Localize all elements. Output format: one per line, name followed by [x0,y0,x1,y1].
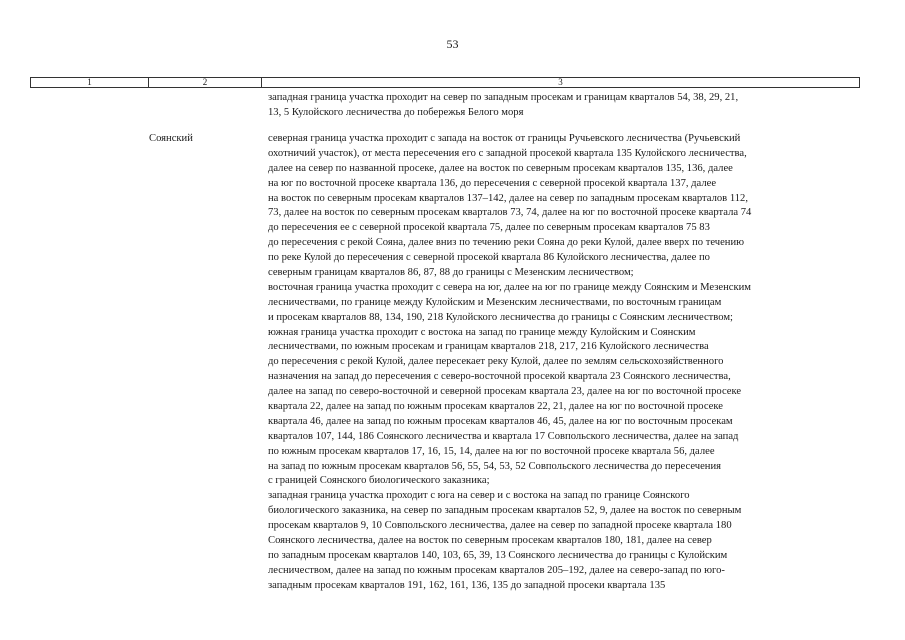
text-line: биологического заказника, на север по западным просекам кварталов 52, 9, далее на восток по северным [268,505,742,517]
text-line: восточная граница участка проходит с севера на юг, далее на юг по границе между Соянским и Мезенским [268,281,752,293]
page-number: 53 [446,37,459,51]
text-line: охотничий участок), от места пересечения его с западной просекой квартала 135 Кулойского лесничества, [268,147,747,159]
text-line: по западным просекам кварталов 140, 103, 65, 39, 13 Соянского лесничества до границы с Кулойским [268,549,728,561]
column-header-2: 2 [149,78,262,87]
text-line: лесничествами, по границе между Кулойским и Мезенским лесничествами, по восточным границам [268,296,722,308]
text-line: далее на запад по северо-восточной и северной просекам квартала 23, далее на юг по восточной просеке [268,386,742,398]
text-line: западная граница участка проходит с юга на север и с востока на запад по границе Соянского [268,490,690,502]
text-line: по южным просекам кварталов 17, 16, 15, 14, далее на юг по восточной просеке квартала 56, далее [268,445,715,457]
text-line: северным границам кварталов 86, 87, 88 до границы с Мезенским лесничеством; [268,267,634,279]
text-line: до пересечения с рекой Кулой, далее пересекает реку Кулой, далее по землям сельскохозяйственного [268,356,724,368]
text-line: южная граница участка проходит с востока на запад по границе между Кулойским и Соянским [268,326,696,338]
column-header-3: 3 [558,77,563,87]
text-line: северная граница участка проходит с запада на восток от границы Ручьевского лесничества (Ручьевский [268,133,741,144]
text-line: просекам кварталов 9, 10 Совпольского лесничества, далее на север по западной просеке квартала 180 [268,520,732,532]
text-line: квартала 46, далее на запад по южным просекам кварталов 46, 45, далее на юг по восточным просекам [268,415,733,427]
text-line: 13, 5 Кулойского лесничества до побережья Белого моря [268,106,524,118]
continuation-text [268,91,860,121]
text-line: лесничествами, по южным просекам и границам кварталов 218, 217, 216 Кулойского лесничества [268,341,709,353]
text-line: на запад по южным просекам кварталов 56, 55, 54, 53, 52 Совпольского лесничества до пересечения [268,460,722,472]
text-line: далее на север по названной просеке, далее на восток по северным просекам кварталов 135, 136, далее [268,162,733,174]
boundary-description [268,132,860,594]
row-label: Соянский [149,133,193,144]
column-header-1: 1 [31,78,149,87]
text-line: Соянского лесничества, далее на восток по северным просекам кварталов 180, 181, далее на север [268,535,712,547]
text-line: и просекам кварталов 88, 134, 190, 218 Кулойского лесничества до границы с Соянским лесничеством; [268,311,733,323]
text-line: до пересечения ее с северной просекой квартала 75, далее по северным просекам кварталов 75 83 [268,222,710,234]
text-line: лесничеством, далее на запад по южным просекам кварталов 205–192, далее на северо-запад по юго- [268,564,725,576]
text-line: западным просекам кварталов 191, 162, 161, 136, 135 до западной просеки квартала 135 [268,579,666,591]
text-line: на юг по восточной просеке квартала 136, до пересечения с северной просекой квартала 137, далее [268,177,717,189]
text-line: на восток по северным просекам кварталов 137–142, далее на север по западным просекам кварталов 112, [268,192,748,204]
text-line: квартала 22, далее на запад по южным просекам кварталов 22, 21, далее на юг по восточной просеке [268,401,723,413]
text-line: с границей Соянского биологического заказника; [268,475,490,487]
text-line: 73, далее на восток по северным просекам кварталов 73, 74, далее на юг по восточной просеке квартала 74 [268,207,752,219]
text-line: западная граница участка проходит на север по западным просекам и границам кварталов 54, 38, 29, 21, [268,92,739,103]
text-line: кварталов 107, 144, 186 Соянского лесничества и квартала 17 Совпольского лесничества, далее на запад [268,430,739,442]
text-line: до пересечения с рекой Сояна, далее вниз по течению реки Сояна до реки Кулой, далее вверх по течению [268,237,745,249]
table-header-row [30,77,860,88]
text-line: назначения на запад до пересечения с северо-восточной просекой квартала 23 Соянского лесничества, [268,371,731,383]
text-line: по реке Кулой до пересечения с северной просекой квартала 86 Кулойского лесничества, далее по [268,252,710,264]
